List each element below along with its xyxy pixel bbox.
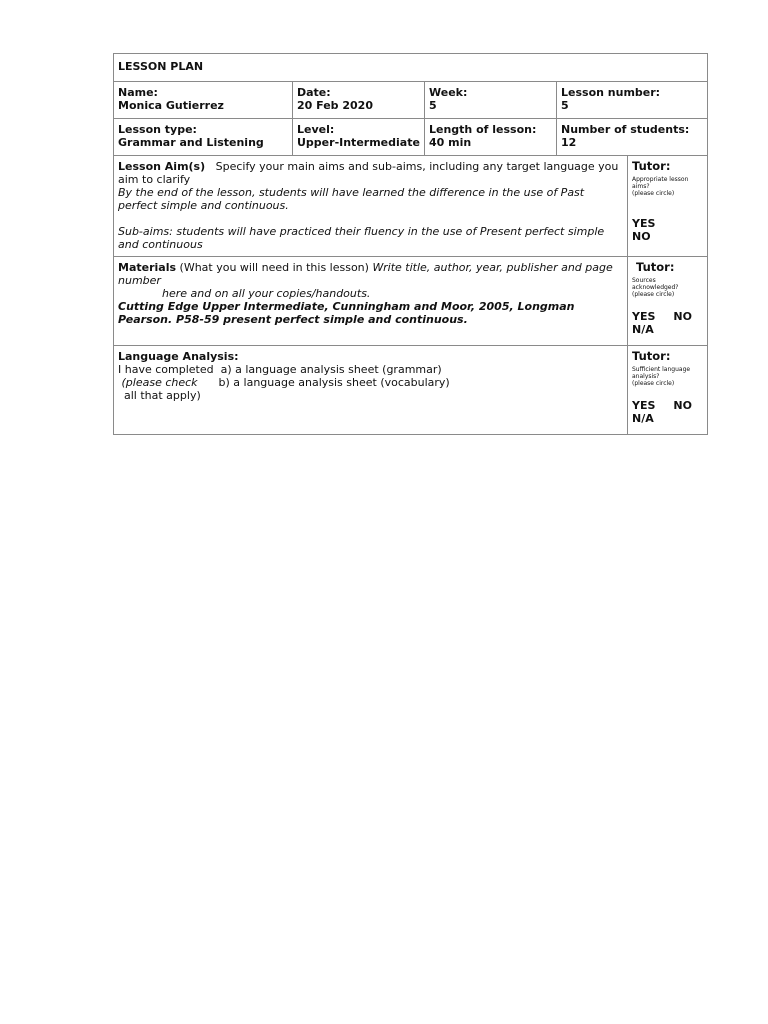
date-value: 20 Feb 2020: [297, 99, 373, 112]
language-yes-no-options: [632, 399, 703, 412]
materials-tutor-question: Sources acknowledged?: [632, 277, 679, 291]
students-label: Number of students:: [561, 123, 690, 136]
language-label: Language Analysis:: [118, 350, 239, 363]
aims-no-option: NO: [632, 230, 651, 243]
materials-tutor-cell: [628, 257, 708, 346]
lesson-number-cell: [557, 82, 708, 119]
language-na-option: N/A: [632, 412, 654, 425]
length-cell: [425, 119, 557, 156]
language-line-3: all that apply): [124, 389, 201, 402]
aims-sub: Sub-aims: students will have practiced their fluency in the use of Present perfect simple and continuous: [118, 225, 605, 251]
materials-label: Materials: [118, 261, 177, 274]
lesson-number-value: 5: [561, 99, 569, 112]
language-option-grammar: a) a language analysis sheet (grammar): [220, 363, 442, 376]
week-value: 5: [429, 99, 437, 112]
materials-instruction-italic-1: Write title, author, year, publisher and page number: [118, 261, 613, 287]
aims-tutor-hint: (please circle): [632, 190, 675, 197]
materials-instruction: (What you will need in this lesson): [179, 261, 369, 274]
language-tutor-cell: [628, 346, 708, 435]
aims-tutor-question: Appropriate lesson aims?: [632, 176, 689, 190]
aims-tutor-heading: Tutor:: [632, 159, 671, 173]
name-value: Monica Gutierrez: [118, 99, 224, 112]
materials-no-option: NO: [673, 310, 692, 323]
language-tutor-hint: (please circle): [632, 380, 675, 387]
name-label: Name:: [118, 86, 158, 99]
language-yes-option: YES: [632, 399, 656, 412]
language-line-2-a: (please check: [121, 376, 198, 389]
level-cell: [293, 119, 425, 156]
language-no-option: NO: [673, 399, 692, 412]
length-value: 40 min: [429, 136, 472, 149]
materials-row: [114, 257, 708, 346]
materials-tutor-hint: (please circle): [632, 291, 675, 298]
lesson-type-value: Grammar and Listening: [118, 136, 264, 149]
lesson-plan-table: [113, 53, 708, 435]
level-value: Upper-Intermediate: [297, 136, 420, 149]
language-cell: [114, 346, 628, 435]
date-label: Date:: [297, 86, 331, 99]
lesson-type-label: Lesson type:: [118, 123, 197, 136]
aims-instruction: Specify your main aims and sub-aims, including any target language you aim to clarify: [118, 160, 619, 186]
info-row-1: [114, 82, 708, 119]
language-tutor-question: Sufficient language analysis?: [632, 366, 691, 380]
aims-yes-option: YES: [632, 217, 656, 230]
week-label: Week:: [429, 86, 468, 99]
level-label: Level:: [297, 123, 335, 136]
materials-tutor-heading: Tutor:: [636, 260, 675, 274]
language-row: [114, 346, 708, 435]
aims-tutor-cell: [628, 156, 708, 257]
materials-na-option: N/A: [632, 323, 654, 336]
students-value: 12: [561, 136, 577, 149]
lesson-plan-title: LESSON PLAN: [114, 54, 708, 82]
info-row-2: [114, 119, 708, 156]
week-cell: [425, 82, 557, 119]
materials-instruction-italic-2: here and on all your copies/handouts.: [162, 287, 371, 300]
materials-content: Cutting Edge Upper Intermediate, Cunningham and Moor, 2005, Longman Pearson. P58-59 present perfect simple and continuous.: [118, 300, 575, 326]
students-cell: [557, 119, 708, 156]
name-cell: [114, 82, 293, 119]
aims-row: [114, 156, 708, 257]
language-option-vocabulary: b) a language analysis sheet (vocabulary): [218, 376, 450, 389]
materials-yes-no-options: [632, 310, 703, 323]
language-line-1-a: I have completed: [118, 363, 214, 376]
lesson-type-cell: [114, 119, 293, 156]
aims-label: Lesson Aim(s): [118, 160, 206, 173]
length-label: Length of lesson:: [429, 123, 537, 136]
lesson-number-label: Lesson number:: [561, 86, 661, 99]
date-cell: [293, 82, 425, 119]
language-line-1: [118, 363, 623, 376]
language-line-2: [118, 376, 623, 389]
materials-cell: [114, 257, 628, 346]
aims-cell: [114, 156, 628, 257]
language-tutor-heading: Tutor:: [632, 349, 671, 363]
aims-main: By the end of the lesson, students will have learned the difference in the use of Past perfect simple and continuous.: [118, 186, 585, 212]
materials-yes-option: YES: [632, 310, 656, 323]
